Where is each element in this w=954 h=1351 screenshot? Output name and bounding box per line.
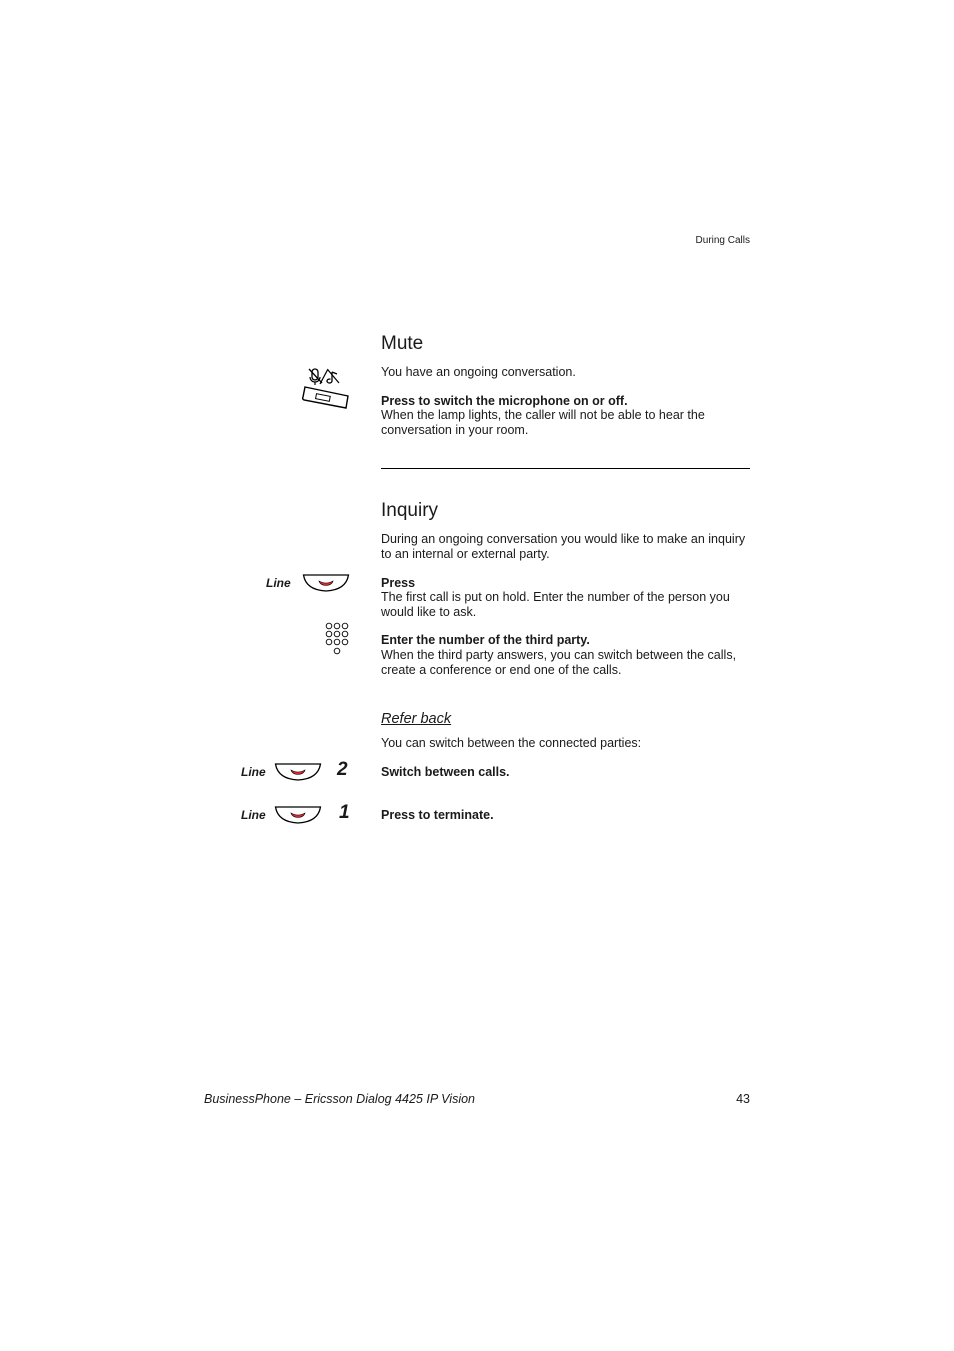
refer-back-heading: Refer back: [381, 711, 452, 727]
refer-back-intro: You can switch between the connected parties:: [381, 736, 642, 750]
mute-intro: You have an ongoing conversation.: [381, 365, 576, 379]
step2-title: Enter the number of the third party.: [381, 633, 590, 647]
step2-text: When the third party answers, you can switch between the calls, create a conference or end one of the calls.: [381, 648, 737, 677]
section-divider: [381, 468, 750, 469]
mute-key-icon: [300, 366, 352, 412]
digit-2-key: 2: [337, 759, 348, 780]
terminate-text: Press to terminate.: [381, 808, 494, 822]
digit-1-key: 1: [339, 802, 350, 823]
line-key-icon: [302, 573, 350, 593]
terminate-line-key-label: Line: [241, 808, 266, 822]
inquiry-intro: During an ongoing conversation you would like to make an inquiry to an internal or external party.: [381, 532, 746, 561]
line-key-label: Line: [266, 576, 291, 590]
switch-line-key-icon: [274, 762, 322, 782]
switch-line-key-label: Line: [241, 765, 266, 779]
running-header: During Calls: [695, 235, 750, 246]
step1-title: Press: [381, 576, 416, 590]
inquiry-heading: Inquiry: [381, 500, 439, 521]
keypad-icon: [324, 621, 352, 657]
terminate-line-key-icon: [274, 805, 322, 825]
page-number: 43: [736, 1092, 750, 1106]
mute-heading: Mute: [381, 333, 424, 354]
mute-step-text: When the lamp lights, the caller will not be able to hear the conversation in your room.: [381, 408, 705, 437]
step1-text: The first call is put on hold. Enter the number of the person you would like to ask.: [381, 590, 730, 619]
mute-step-title: Press to switch the microphone on or off.: [381, 394, 628, 408]
switch-calls-text: Switch between calls.: [381, 765, 510, 779]
footer-title: BusinessPhone – Ericsson Dialog 4425 IP Vision: [204, 1092, 475, 1106]
